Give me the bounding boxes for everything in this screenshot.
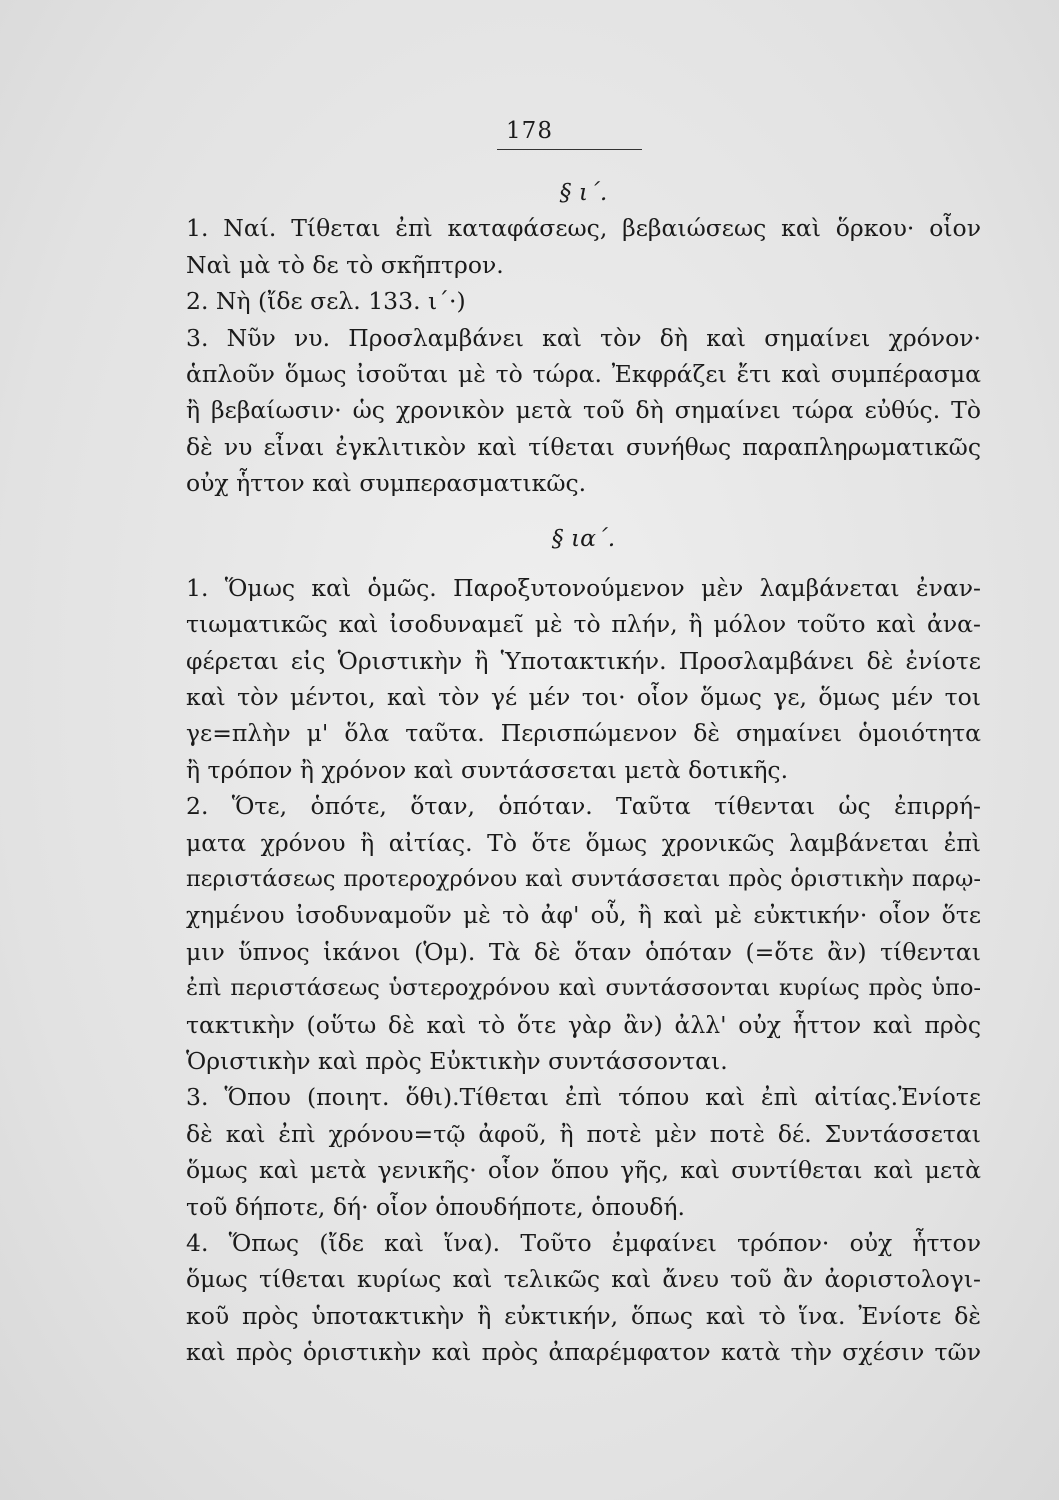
page-number: 178 — [506, 118, 553, 144]
text-line: δὲ νυ εἶναι ἐγκλιτικὸν καὶ τίθεται συνήθως παραπληρωματικῶς — [186, 432, 981, 461]
text-line: ἢ τρόπον ἢ χρόνον καὶ συντάσσεται μετὰ δοτικῆς. — [186, 755, 789, 784]
header-rule — [497, 149, 642, 150]
text-line: τιωματικῶς καὶ ἰσοδυναμεῖ μὲ τὸ πλήν, ἢ μόλον τοῦτο καὶ ἀνα- — [186, 610, 981, 639]
text-line: δὲ καὶ ἐπὶ χρόνου=τῷ ἀφοῦ, ἢ ποτὲ μὲν ποτὲ δέ. Συντάσσεται — [186, 1119, 981, 1148]
text-line: 3. Ὅπου (ποιητ. ὅθι).Τίθεται ἐπὶ τόπου καὶ ἐπὶ αἰτίας.Ἐνίοτε — [186, 1083, 981, 1112]
text-line: τακτικὴν (οὕτω δὲ καὶ τὸ ὅτε γὰρ ἂν) ἀλλ' οὐχ ἧττον καὶ πρὸς — [186, 1010, 981, 1039]
text-line: τοῦ δήποτε, δή· οἷον ὁπουδήποτε, ὁπουδή. — [186, 1192, 685, 1221]
text-line: 1. Ναί. Τίθεται ἐπὶ καταφάσεως, βεβαιώσεως καὶ ὅρκου· οἷον — [186, 214, 981, 243]
page-text — [186, 178, 981, 1371]
text-line: 3. Νῦν νυ. Προσλαμβάνει καὶ τὸν δὴ καὶ σημαίνει χρόνον· — [186, 323, 981, 352]
text-line: περιστάσεως προτεροχρόνου καὶ συντάσσεται πρὸς ὁριστικὴν παρῳ- — [186, 866, 981, 893]
text-line: Ὁριστικὴν καὶ πρὸς Εὐκτικὴν συντάσσονται. — [186, 1046, 728, 1075]
text-line: ἁπλοῦν ὅμως ἰσοῦται μὲ τὸ τώρα. Ἐκφράζει ἔτι καὶ συμπέρασμα — [186, 359, 981, 388]
section-heading: § ια΄. — [551, 523, 616, 552]
text-line: 2. Νὴ (ἴδε σελ. 133. ι΄·) — [186, 287, 466, 316]
text-line: ὅμως καὶ μετὰ γενικῆς· οἷον ὅπου γῆς, καὶ συντίθεται καὶ μετὰ — [186, 1156, 981, 1185]
text-line: Ναὶ μὰ τὸ δε τὸ σκῆπτρον. — [186, 250, 504, 279]
text-line: χημένου ἰσοδυναμοῦν μὲ τὸ ἀφ' οὗ, ἢ καὶ μὲ εὐκτικήν· οἷον ὅτε — [186, 901, 981, 930]
text-line: 2. Ὅτε, ὁπότε, ὅταν, ὁπόταν. Ταῦτα τίθενται ὡς ἐπιρρή- — [186, 792, 981, 821]
text-line: φέρεται εἰς Ὁριστικὴν ἢ Ὑποτακτικήν. Προσλαμβάνει δὲ ἐνίοτε — [186, 646, 981, 675]
text-line: ὅμως τίθεται κυρίως καὶ τελικῶς καὶ ἄνευ τοῦ ἂν ἀοριστολογι- — [186, 1265, 981, 1294]
text-line: ἢ βεβαίωσιν· ὡς χρονικὸν μετὰ τοῦ δὴ σημαίνει τώρα εὐθύς. Τὸ — [186, 396, 981, 425]
text-line: 1. Ὅμως καὶ ὁμῶς. Παροξυτονούμενον μὲν λαμβάνεται ἐναν- — [186, 573, 981, 602]
section-heading: § ι΄. — [559, 178, 608, 206]
text-line: οὐχ ἧττον καὶ συμπερασματικῶς. — [186, 469, 587, 498]
text-line: καὶ τὸν μέντοι, καὶ τὸν γέ μέν τοι· οἷον ὅμως γε, ὅμως μέν τοι — [186, 683, 981, 712]
text-line: γε=πλὴν μ' ὅλα ταῦτα. Περισπώμενον δὲ σημαίνει ὁμοιότητα — [186, 719, 981, 748]
text-line: κοῦ πρὸς ὑποτακτικὴν ἢ εὐκτικήν, ὅπως καὶ τὸ ἵνα. Ἐνίοτε δὲ — [186, 1301, 981, 1330]
text-line: καὶ πρὸς ὁριστικὴν καὶ πρὸς ἀπαρέμφατον κατὰ τὴν σχέσιν τῶν — [186, 1338, 981, 1367]
text-line: 4. Ὅπως (ἴδε καὶ ἵνα). Τοῦτο ἐμφαίνει τρόπον· οὐχ ἧττον — [186, 1228, 981, 1257]
text-line: μιν ὕπνος ἱκάνοι (Ὁμ). Τὰ δὲ ὅταν ὁπόταν (=ὅτε ἂν) τίθενται — [186, 937, 981, 966]
text-line: ματα χρόνου ἢ αἰτίας. Τὸ ὅτε ὅμως χρονικῶς λαμβάνεται ἐπὶ — [186, 828, 981, 857]
text-line: ἐπὶ περιστάσεως ὑστεροχρόνου καὶ συντάσσονται κυρίως πρὸς ὑπο- — [186, 975, 981, 1002]
